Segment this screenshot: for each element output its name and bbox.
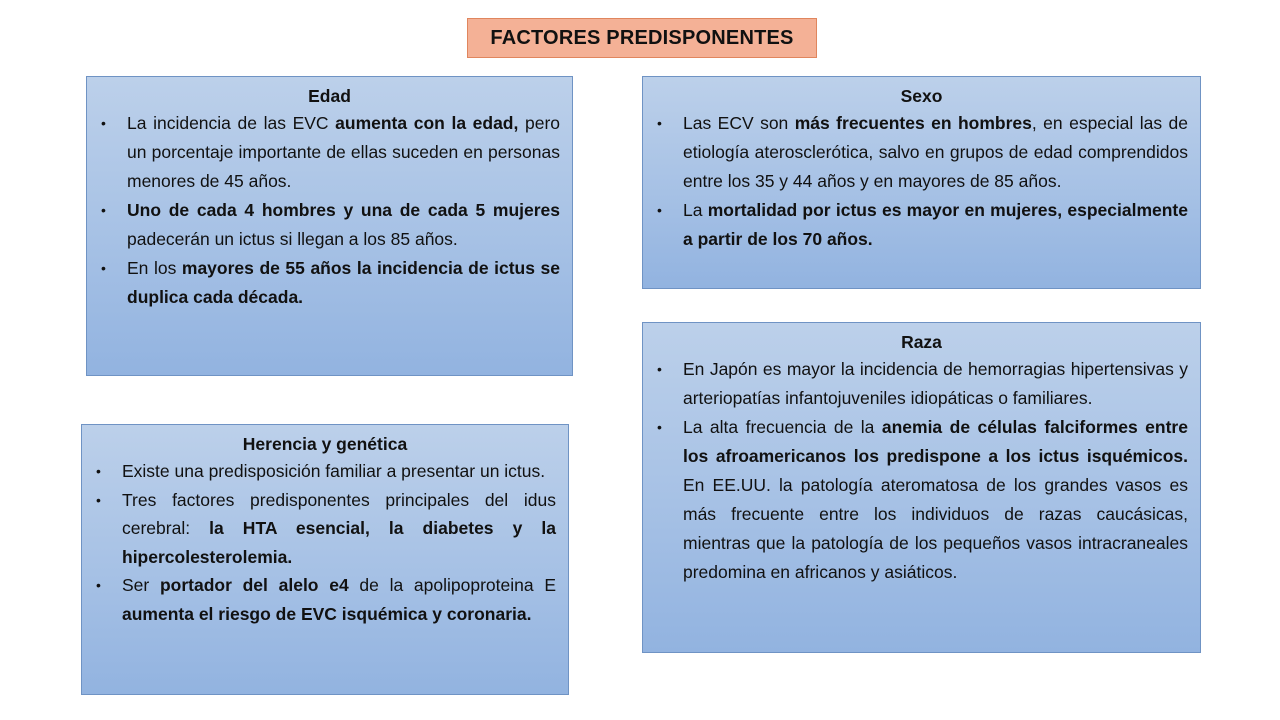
list-item [655,413,1188,587]
bold-text-run: anemia de células falciformes entre los afroamericanos los predispone a los ictus isquémicos. [683,417,1188,466]
bullet-icon: • [657,202,662,218]
bullet-icon: • [657,419,662,435]
bullet-icon: • [657,115,662,131]
list-item [655,196,1188,254]
bullet-icon: • [96,577,101,594]
bullet-icon: • [101,115,106,131]
bullet-icon: • [96,491,101,508]
text-run: padecerán un ictus si llegan a los 85 años. [127,229,458,249]
bullet-icon: • [101,260,106,276]
bold-text-run: portador del alelo e4 [159,575,349,596]
card-heading: Sexo [900,86,943,106]
bold-text-run: mayores de 55 años la incidencia de ictus se duplica cada década. [127,258,560,307]
bold-text-run: mortalidad por ictus es mayor en mujeres, especialmente a partir de los 70 años. [683,200,1188,249]
list-item [94,571,556,628]
text-run: Tres factores predisponentes principales del idus cerebral: [122,489,556,539]
bullet-icon: • [96,463,101,479]
card-heading: Edad [308,86,351,106]
list-item [94,457,556,486]
text-run: La alta frecuencia de la [683,417,882,437]
page-title-text: FACTORES PREDISPONENTES [490,26,794,49]
card-sexo [642,76,1201,289]
text-run: En Japón es mayor la incidencia de hemorragias hipertensivas y arteriopatías infantojuveniles idiopáticas o familiares. [683,359,1188,408]
text-run: de la apolipoproteina E [348,575,556,596]
bullet-list [94,457,556,629]
text-run: Existe una predisposición familiar a presentar un ictus. [122,461,546,481]
page-title [467,18,817,58]
list-item [94,486,556,572]
text-run: La incidencia de las EVC [127,113,336,133]
card-herencia [81,424,569,695]
card-heading: Raza [901,332,942,352]
bold-text-run: aumenta el riesgo de EVC isquémica y coronaria. [122,603,532,624]
list-item [99,254,560,312]
card-raza [642,322,1201,653]
bold-text-run: la HTA esencial, la diabetes y la hipercolesterolemia. [122,518,556,567]
text-run: En los [127,258,182,278]
text-run: Ser [122,575,160,596]
list-item [655,109,1188,196]
text-run: En EE.UU. la patología ateromatosa de los grandes vasos es más frecuente entre los individuos de razas caucásicas, mientras que la patología de los pequeños vasos intracraneales predomina en africanos y asiáticos. [683,475,1188,582]
bullet-list [99,109,560,312]
list-item [99,109,560,196]
text-run: , en especial las de etiología aterosclerótica, salvo en grupos de edad comprendidos entre los 35 y 44 años y en mayores de 85 años. [683,113,1188,191]
text-run: pero un porcentaje importante de ellas suceden en personas menores de 45 años. [127,113,561,191]
list-item [99,196,560,254]
bold-text-run: Uno de cada 4 hombres y una de cada 5 mujeres [127,200,560,220]
text-run: Las ECV son [683,113,795,133]
text-run: La [683,200,708,220]
list-item [655,355,1188,413]
bullet-list [655,355,1188,587]
card-heading: Herencia y genética [242,434,408,454]
bold-text-run: aumenta con la edad, [335,113,519,133]
bullet-icon: • [101,202,106,218]
bullet-icon: • [657,361,662,377]
bold-text-run: más frecuentes en hombres [794,113,1032,133]
bullet-list [655,109,1188,254]
card-edad [86,76,573,376]
